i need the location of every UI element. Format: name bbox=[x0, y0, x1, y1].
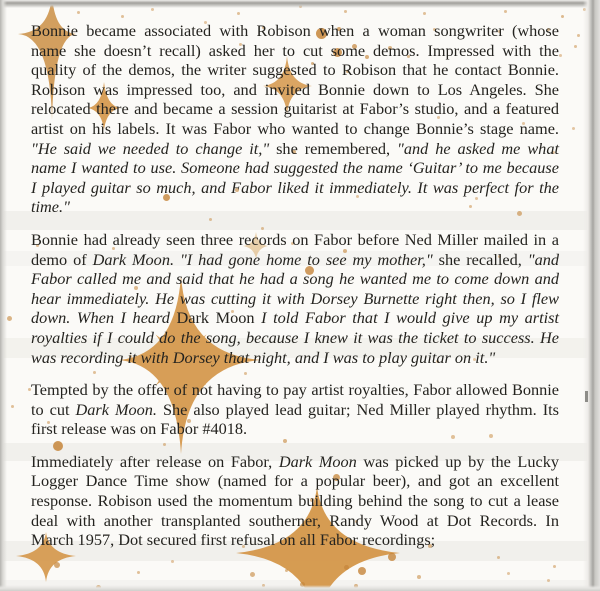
paragraph-2 bbox=[31, 230, 559, 367]
text-segment: Bonnie became associated with Robison when a woman songwriter (whose name she doesn’t recall) asked her to cut some demos. Impressed with the quality of the demos, the writer suggested to Robison that he contact Bonnie. Robison was impressed too, and invited Bonnie down to Los Angeles. She relocated there and became a session guitarist at Fabor’s studio, and a featured artist on his labels. It was Fabor who wanted to change Bonnie’s stage name. bbox=[31, 21, 559, 138]
italic-text-segment: Dark Moon. bbox=[75, 399, 158, 419]
liner-notes-text bbox=[31, 21, 559, 563]
text-segment: she recalled, bbox=[438, 249, 528, 269]
italic-text-segment: I told Fabor that I would give up my artist royalties if I could do the song, because I knew it was the ticket to success. He was recording it with Dorsey that night, and I was to play guitar on it." bbox=[31, 308, 560, 367]
text-segment: Bonnie had already seen three records on Fabor before Ned Miller mailed in a demo of bbox=[31, 229, 559, 269]
paragraph-4 bbox=[31, 452, 559, 550]
text-segment: She also played lead guitar; Ned Miller played rhythm. Its first release was on Fabor #4018. bbox=[31, 399, 560, 439]
text-segment: was picked up by the Lucky Logger Dance Time show (named for a popular beer), and got an excellent response. Robison used the momentum building behind the song to cut a lease deal with another transplanted southerner, Randy Wood at Dot Records. In March 1957, Dot secured first refusal on all Fabor recordings; bbox=[31, 451, 559, 550]
text-segment: she remembered, bbox=[276, 138, 398, 158]
italic-text-segment: "and Fabor called me and said that he had a song he wanted me to come down and hear immediately. He was cutting it with Dorsey Burnette right then, so I flew down. When I heard bbox=[31, 249, 560, 328]
text-segment: Tempted by the offer of not having to pay artist royalties, Fabor allowed Bonnie to cut bbox=[31, 380, 559, 419]
italic-text-segment: "and he asked me what name I wanted to use. Someone had suggested the name ‘Guitar’ to me because I played guitar so much, and Fabor liked it immediately. It was perfect for the time." bbox=[31, 138, 559, 217]
italic-text-segment: "He said we needed to change it," bbox=[31, 138, 277, 158]
text-segment: Immediately after release on Fabor, bbox=[31, 451, 279, 471]
italic-text-segment: "I had gone home to see my mother," bbox=[179, 249, 439, 269]
italic-text-segment: Dark Moon bbox=[278, 451, 357, 471]
paragraph-1 bbox=[31, 21, 559, 217]
paragraph-3 bbox=[31, 380, 559, 439]
text-segment: Dark Moon bbox=[176, 308, 262, 328]
italic-text-segment: Dark Moon. bbox=[92, 249, 180, 269]
